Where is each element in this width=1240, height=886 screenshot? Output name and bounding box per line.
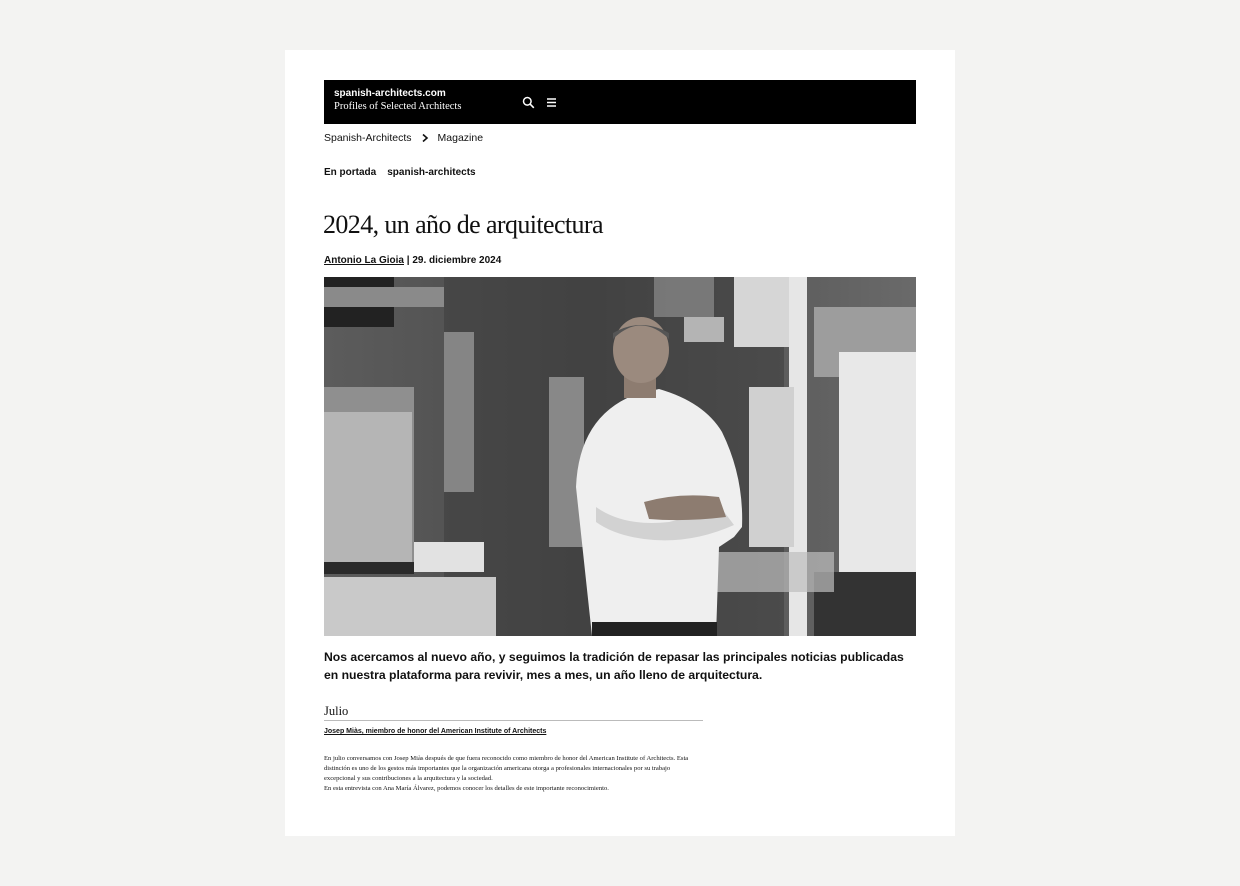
site-brand[interactable]	[334, 88, 461, 113]
site-tagline: Profiles of Selected Architects	[334, 101, 462, 112]
chevron-right-icon	[420, 133, 430, 143]
article-photo	[324, 277, 916, 636]
article-lead: Nos acercamos al nuevo año, y seguimos la tradición de repasar las principales noticias publicadas en nuestra plataforma para revivir, mes a mes, un año lleno de arquitectura.	[324, 650, 904, 682]
menu-icon[interactable]	[545, 96, 558, 109]
breadcrumb	[324, 132, 483, 144]
breadcrumb-magazine[interactable]: Magazine	[437, 132, 484, 144]
article-title: 2024, un año de arquitectura	[323, 210, 603, 239]
section-body	[324, 754, 702, 794]
tag-en-portada[interactable]: En portada	[324, 167, 377, 178]
breadcrumb-spanish-architects[interactable]: Spanish-Architects	[324, 132, 412, 144]
search-icon[interactable]	[522, 96, 535, 109]
section-heading-julio: Julio	[324, 704, 703, 721]
article-tags	[324, 167, 476, 178]
section-paragraph-1: En julio conversamos con Josep Miàs después de que fuera reconocido como miembro de honor del American Institute of Architects. Esta distinción es uno de los gestos más importantes que la organización americana otorga a profesionales internacionales por su trabajo excepcional y sus contribuciones a la arquitectura y la sociedad.	[324, 755, 689, 782]
site-header	[324, 80, 916, 124]
article-byline	[324, 255, 501, 266]
author-link[interactable]: Antonio La Gioia	[324, 255, 404, 266]
article-page	[285, 50, 955, 836]
tag-spanish-architects[interactable]: spanish-architects	[387, 167, 476, 178]
section-article-link[interactable]: Josep Miàs, miembro de honor del American Institute of Architects	[324, 728, 547, 735]
site-name: spanish-architects.com	[334, 88, 446, 99]
section-paragraph-2: En esta entrevista con Ana María Álvarez, podemos conocer los detalles de este importante reconocimiento.	[324, 785, 609, 792]
article-date: | 29. diciembre 2024	[406, 255, 502, 266]
